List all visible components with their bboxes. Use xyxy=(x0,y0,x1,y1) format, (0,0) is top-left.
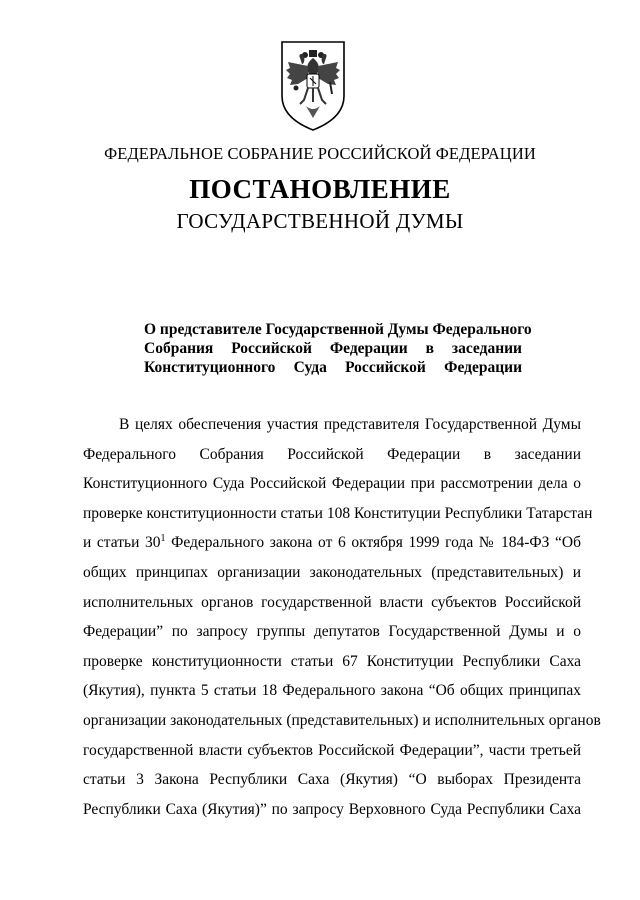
heading-line: Собрания Российской Федерации в заседании xyxy=(144,340,522,357)
body-line: общих принципах организации законодательных (представительных) и xyxy=(83,563,581,581)
state-emblem-seal xyxy=(278,38,348,134)
body-line: государственной власти субъектов Российской Федерации”, части третьей xyxy=(83,741,581,759)
body-line-part: Федерального закона от 6 октября 1999 года № 184-ФЗ “Об xyxy=(165,534,581,552)
body-line-part: и статьи 30 xyxy=(83,534,161,552)
body-line: проверке конституционности статьи 108 Конституции Республики Татарстан xyxy=(83,504,593,522)
body-text xyxy=(83,410,601,824)
body-line: В целях обеспечения участия представителя Государственной Думы xyxy=(119,416,581,433)
body-line: Федерального Собрания Российской Федерации в заседании xyxy=(83,445,581,463)
body-line: проверке конституционности статьи 67 Конституции Республики Саха xyxy=(83,652,581,670)
double-headed-eagle-icon xyxy=(278,38,348,134)
heading-line: О представителе Государственной Думы Федерального xyxy=(144,321,532,338)
body-line: статьи 3 Закона Республики Саха (Якутия) “О выборах Президента xyxy=(83,771,581,789)
body-line: Конституционного Суда Российской Федерации при рассмотрении дела о xyxy=(83,475,581,493)
body-line: (Якутия), пункта 5 статьи 18 Федерального закона “Об общих принципах xyxy=(83,682,581,700)
body-line: организации законодательных (представительных) и исполнительных органов xyxy=(83,711,601,729)
superscript: 1 xyxy=(160,533,166,545)
body-line: исполнительных органов государственной власти субъектов Российской xyxy=(83,593,581,611)
resolution-heading xyxy=(144,320,532,377)
document-title: ПОСТАНОВЛЕНИЕ xyxy=(189,174,451,204)
heading-line: Конституционного Суда Российской Федерации xyxy=(144,359,522,376)
body-line: Федерации” по запросу группы депутатов Государственной Думы и о xyxy=(83,623,581,641)
body-line: Республики Саха (Якутия)” по запросу Верховного Суда Республики Саха xyxy=(83,800,581,818)
organization-name: ФЕДЕРАЛЬНОЕ СОБРАНИЕ РОССИЙСКОЙ ФЕДЕРАЦИИ xyxy=(104,144,536,163)
document-subtitle: ГОСУДАРСТВЕННОЙ ДУМЫ xyxy=(176,209,464,233)
body-line xyxy=(83,528,581,558)
